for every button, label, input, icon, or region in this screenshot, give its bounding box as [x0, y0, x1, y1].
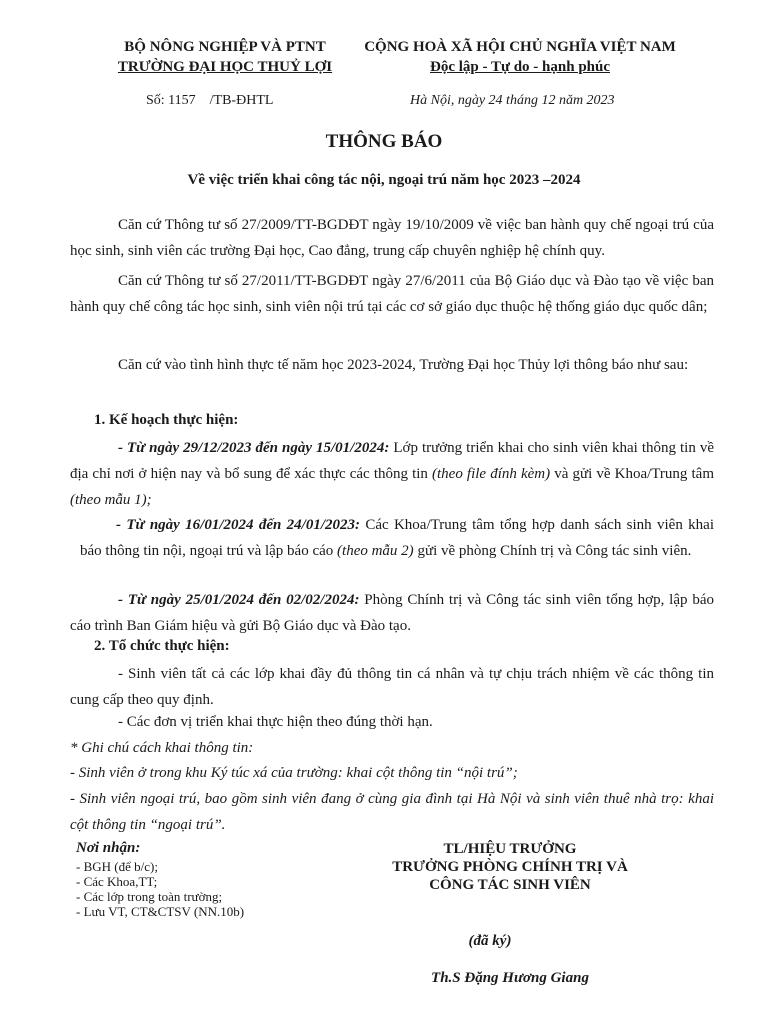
country-name: CỘNG HOÀ XÃ HỘI CHỦ NGHĨA VIỆT NAM: [364, 39, 676, 55]
national-motto: Độc lập - Tự do - hạnh phúc: [429, 59, 611, 75]
signature-line-1: TL/HIỆU TRƯỞNG: [443, 841, 577, 857]
paragraph-basis-2: Căn cứ Thông tư số 27/2011/TT-BGDĐT ngày 27/6/2011 của Bộ Giáo dục và Đào tạo về việc ban hành quy chế công tác học sinh, sinh viên nội trú tại các cơ sở giáo dục thuộc hệ thống giáo dục quốc dân;: [70, 273, 714, 315]
organize-item-1: - Sinh viên tất cả các lớp khai đầy đủ thông tin cá nhân và tự chịu trách nhiệm về các thông tin cung cấp theo quy định.: [70, 666, 714, 708]
notes-line-1: - Sinh viên ở trong khu Ký túc xá của trường: khai cột thông tin “nội trú”;: [70, 765, 518, 781]
paragraph-basis-1: Căn cứ Thông tư số 27/2009/TT-BGDĐT ngày 19/10/2009 về việc ban hành quy chế ngoại trú của học sinh, sinh viên các trường Đại học, Cao đẳng, trung cấp chuyên nghiệp hệ chính quy.: [70, 217, 714, 259]
recipient-item: - BGH (để b/c);: [76, 859, 158, 874]
section-2-heading: 2. Tổ chức thực hiện:: [94, 638, 230, 654]
signature-block: [340, 840, 680, 894]
organize-item-2: - Các đơn vị triển khai thực hiện theo đúng thời hạn.: [118, 714, 433, 730]
header-right: [330, 37, 710, 77]
recipient-item: - Lưu VT, CT&CTSV (NN.10b): [76, 904, 245, 919]
signer-name: Th.S Đặng Hương Giang: [431, 970, 589, 986]
section-1-heading: 1. Kế hoạch thực hiện:: [94, 412, 239, 428]
ministry-name: BỘ NÔNG NGHIỆP VÀ PTNT: [124, 39, 326, 55]
document-number: Số: 1157 /TB-ĐHTL: [146, 93, 274, 108]
plan-item-2: - Từ ngày 16/01/2024 đến 24/01/2023: Các Khoa/Trung tâm tổng hợp danh sách sinh viên khai báo thông tin nội, ngoại trú và lập báo cáo (theo mẫu 2) gửi về phòng Chính trị và Công tác sinh viên.: [80, 517, 714, 559]
signature-line-2: TRƯỞNG PHÒNG CHÍNH TRỊ VÀ: [392, 859, 628, 875]
paragraph-basis-3: Căn cứ vào tình hình thực tế năm học 2023-2024, Trường Đại học Thủy lợi thông báo như sau:: [118, 357, 689, 373]
page-subtitle: Về việc triển khai công tác nội, ngoại trú năm học 2023 –2024: [187, 172, 581, 188]
notes-line-2: - Sinh viên ngoại trú, bao gồm sinh viên đang ở cùng gia đình tại Hà Nội và sinh viên thuê nhà trọ: khai cột thông tin “ngoại trú”.: [70, 791, 714, 833]
page-title: THÔNG BÁO: [325, 131, 443, 152]
plan-item-3: - Từ ngày 25/01/2024 đến 02/02/2024: Phòng Chính trị và Công tác sinh viên tổng hợp, lập báo cáo trình Ban Giám hiệu và gửi Bộ Giáo dục và Đào tạo.: [70, 592, 714, 634]
place-date: Hà Nội, ngày 24 tháng 12 năm 2023: [410, 93, 615, 108]
recipients-list: [76, 859, 244, 919]
university-name: TRƯỜNG ĐẠI HỌC THUỶ LỢI: [117, 59, 333, 75]
plan-item-1: - Từ ngày 29/12/2023 đến ngày 15/01/2024: Lớp trưởng triển khai cho sinh viên khai thông tin về địa chỉ nơi ở hiện nay và bổ sung để xác thực các thông tin (theo file đính kèm) và gửi về Khoa/Trung tâm (theo mẫu 1);: [70, 440, 714, 508]
header-left: [90, 37, 360, 77]
recipients-heading: Nơi nhận:: [76, 840, 141, 856]
signed-mark: (đã ký): [468, 933, 512, 949]
signature-line-3: CÔNG TÁC SINH VIÊN: [429, 877, 591, 893]
recipient-item: - Các lớp trong toàn trường;: [76, 889, 223, 904]
notes-heading: * Ghi chú cách khai thông tin:: [70, 740, 254, 756]
recipient-item: - Các Khoa,TT;: [76, 874, 158, 889]
